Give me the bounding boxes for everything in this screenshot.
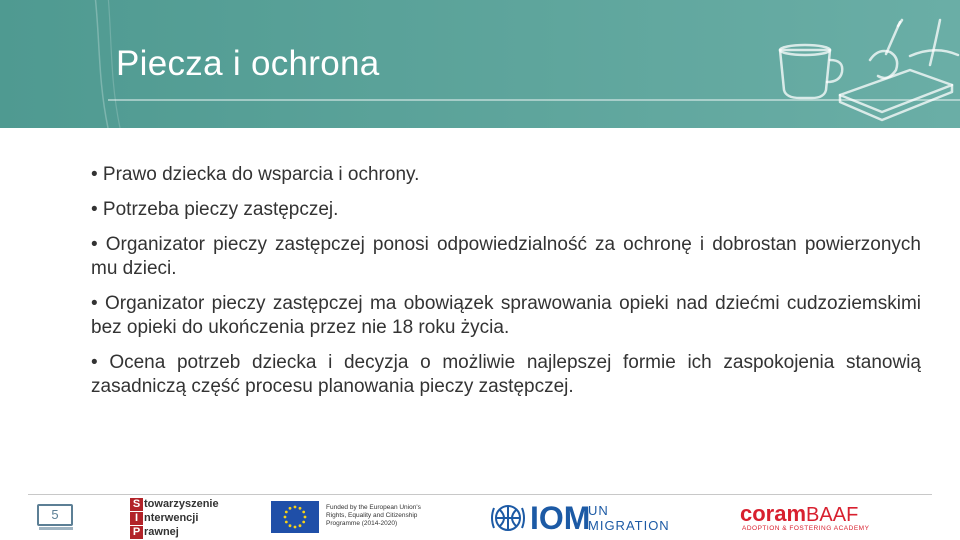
baaf-wordmark: BAAF: [806, 504, 859, 526]
slide-header: [0, 0, 960, 128]
bullet-item: • Ocena potrzeb dziecka i decyzja o możliwie najlepszej formie ich zaspokojenia stanowią zasadniczą część procesu planowania pieczy zastępczej.: [91, 352, 921, 397]
coram-tagline: ADOPTION & FOSTERING ACADEMY: [742, 525, 870, 532]
coram-wordmark: coram: [740, 501, 807, 526]
page-number: 5: [37, 504, 73, 526]
bullet-item: • Organizator pieczy zastępczej ma obowiązek sprawowania opieki nad dziećmi cudzoziemskimi bez opieki do ukończenia przez nie 18 roku życia.: [91, 293, 921, 338]
sip-word: nterwencji: [144, 512, 199, 524]
coram-baaf-logo: [740, 502, 890, 538]
coffee-cup-and-notebook-icon: [760, 10, 960, 125]
sip-word: rawnej: [144, 526, 179, 538]
page-number-underline: [39, 527, 73, 530]
iom-un-text: UN: [588, 503, 609, 518]
sip-letter: P: [130, 526, 143, 539]
un-emblem-icon: [490, 500, 526, 536]
sip-word: towarzyszenie: [144, 498, 219, 510]
bullet-item: • Organizator pieczy zastępczej ponosi odpowiedzialność za ochronę i dobrostan powierzonych mu dzieci.: [91, 234, 921, 279]
footer-divider: [28, 494, 932, 495]
iom-logo: [490, 500, 680, 536]
iom-wordmark: IOM: [530, 500, 591, 536]
eu-funding-text: Funded by the European Union's Rights, Equality and Citizenship Programme (2014-2020): [326, 504, 421, 527]
bullet-item: • Potrzeba pieczy zastępczej.: [91, 199, 339, 220]
bullet-list: [91, 163, 921, 410]
sip-logo: [130, 497, 220, 539]
sip-letter: I: [130, 512, 143, 525]
slide-title: Piecza i ochrona: [116, 44, 380, 83]
iom-migration-text: MIGRATION: [588, 518, 670, 533]
eu-flag-icon: [271, 501, 319, 533]
bullet-item: • Prawo dziecka do wsparcia i ochrony.: [91, 164, 420, 185]
sip-letter: S: [130, 498, 143, 511]
